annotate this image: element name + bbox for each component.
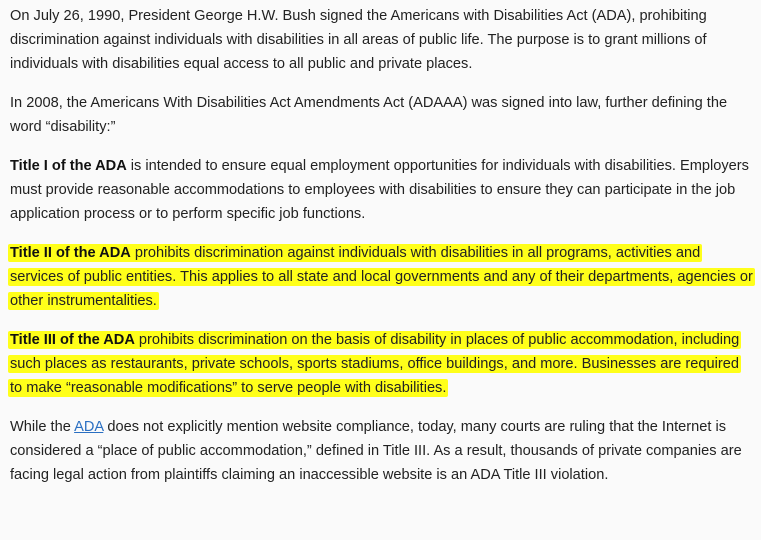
website-compliance-intro: While the xyxy=(10,419,75,435)
paragraph-ada-history: On July 26, 1990, President George H.W. Bush signed the Americans with Disabilities Act (ADA), prohibiting discrimination against individuals with disabilities in all areas of public life. The purpose is to grant millions of individuals with disabilities equal access to all public and private places. xyxy=(10,8,707,72)
title-one-text: is intended to ensure equal employment opportunities for individuals with disabilities. Employers must provide reasonable accommodations to employees with disabilities to ensure they can participate in the job application process or to perform specific job functions. xyxy=(10,158,749,222)
paragraph-title-two xyxy=(10,241,754,313)
title-three-heading: Title III of the ADA xyxy=(10,332,135,348)
paragraph-title-three xyxy=(10,328,754,400)
article-body xyxy=(10,4,754,502)
title-three-highlight xyxy=(8,331,741,397)
title-three-text: prohibits discrimination on the basis of disability in places of public accommodation, including such places as restaurants, private schools, sports stadiums, office buildings, and more. Businesses are required to make “reasonable modifications” to serve people with disabilities. xyxy=(10,332,740,396)
paragraph-adaaa: In 2008, the Americans With Disabilities Act Amendments Act (ADAAA) was signed into law, further defining the word “disability:” xyxy=(10,95,728,135)
title-one-heading: Title I of the ADA xyxy=(10,158,127,174)
paragraph-title-one xyxy=(10,154,754,226)
title-two-text: prohibits discrimination against individuals with disabilities in all programs, activities and services of public entities. This applies to all state and local governments and any of their departments, agencies or other instrumentalities. xyxy=(10,245,753,309)
title-two-heading: Title II of the ADA xyxy=(10,245,131,261)
website-compliance-text: does not explicitly mention website compliance, today, many courts are ruling that the Internet is considered a “place of public accommodation,” defined in Title III. As a result, thousands of private companies are facing legal action from plaintiffs claiming an inaccessible website is an ADA Title III violation. xyxy=(10,419,742,483)
title-two-highlight xyxy=(8,244,755,310)
paragraph-website-compliance xyxy=(10,415,754,487)
ada-link[interactable]: ADA xyxy=(74,419,104,435)
